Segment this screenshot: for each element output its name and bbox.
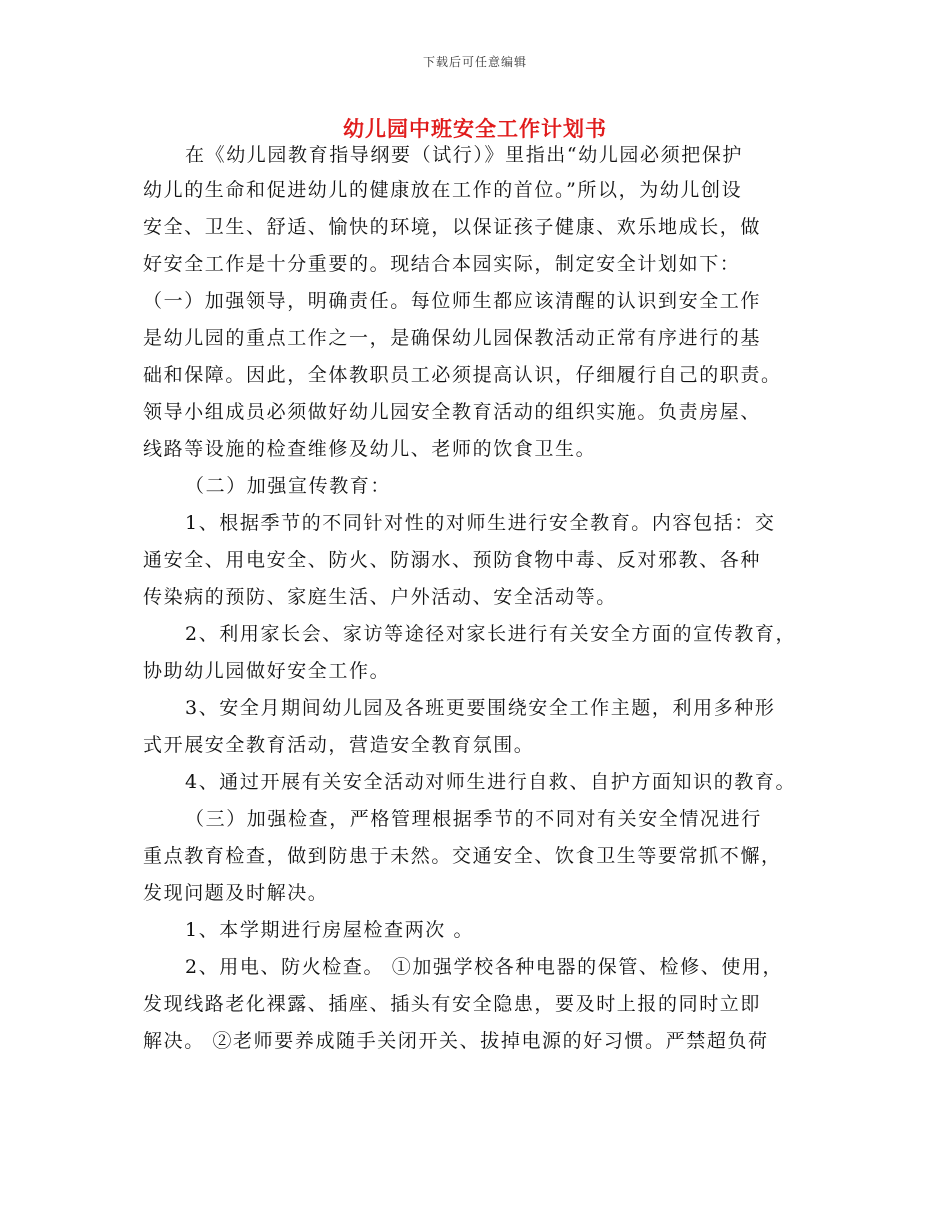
body-line: 1、根据季节的不同针对性的对师生进行安全教育。内容包括：交 [185,512,776,534]
page-header-note: 下载后可任意编辑 [422,55,527,69]
document-title: 幼儿园中班安全工作计划书 [343,116,607,141]
body-line: 幼儿的生命和促进幼儿的健康放在工作的首位。”所以，为幼儿创设 [143,179,743,201]
body-line: 3、安全月期间幼儿园及各班更要围绕安全工作主题，利用多种形 [185,697,776,719]
body-line: 解决。 ②老师要养成随手关闭开关、拔掉电源的好习惯。严禁超负荷 [143,1030,769,1052]
body-line: （一）加强领导，明确责任。每位师生都应该清醒的认识到安全工作 [143,290,762,312]
body-line: 2、利用家长会、家访等途径对家长进行有关安全方面的宣传教育， [185,623,797,645]
body-line: （三）加强检查，严格管理根据季节的不同对有关安全情况进行 [185,808,762,830]
body-line: 础和保障。因此，全体教职员工必须提高认识，仔细履行自己的职责。 [143,364,782,386]
body-line: 传染病的预防、家庭生活、户外活动、安全活动等。 [143,586,617,608]
body-line: 发现线路老化裸露、插座、插头有安全隐患，要及时上报的同时立即 [143,993,762,1015]
body-line: （二）加强宣传教育： [185,475,392,497]
body-line: 通安全、用电安全、防火、防溺水、预防食物中毒、反对邪教、各种 [143,549,762,571]
body-line: 1、本学期进行房屋检查两次 。 [185,919,475,941]
body-line: 好安全工作是十分重要的。现结合本园实际，制定安全计划如下： [143,253,741,275]
body-line: 领导小组成员必须做好幼儿园安全教育活动的组织实施。负责房屋、 [143,401,762,423]
body-line: 发现问题及时解决。 [143,882,329,904]
body-line: 安全、卫生、舒适、愉快的环境，以保证孩子健康、欢乐地成长，做 [143,216,762,238]
body-line: 在《幼儿园教育指导纲要（试行）》里指出“幼儿园必须把保护 [185,144,744,166]
body-line: 式开展安全教育活动，营造安全教育氛围。 [143,734,535,756]
body-line: 线路等设施的检查维修及幼儿、老师的饮食卫生。 [143,438,597,460]
body-line: 协助幼儿园做好安全工作。 [143,660,391,682]
body-line: 4、通过开展有关安全活动对师生进行自救、自护方面知识的教育。 [185,771,797,793]
body-line: 是幼儿园的重点工作之一，是确保幼儿园保教活动正常有序进行的基 [143,327,762,349]
body-line: 重点教育检查，做到防患于未然。交通安全、饮食卫生等要常抓不懈， [143,845,782,867]
body-line: 2、用电、防火检查。 ①加强学校各种电器的保管、检修、使用， [185,956,784,978]
